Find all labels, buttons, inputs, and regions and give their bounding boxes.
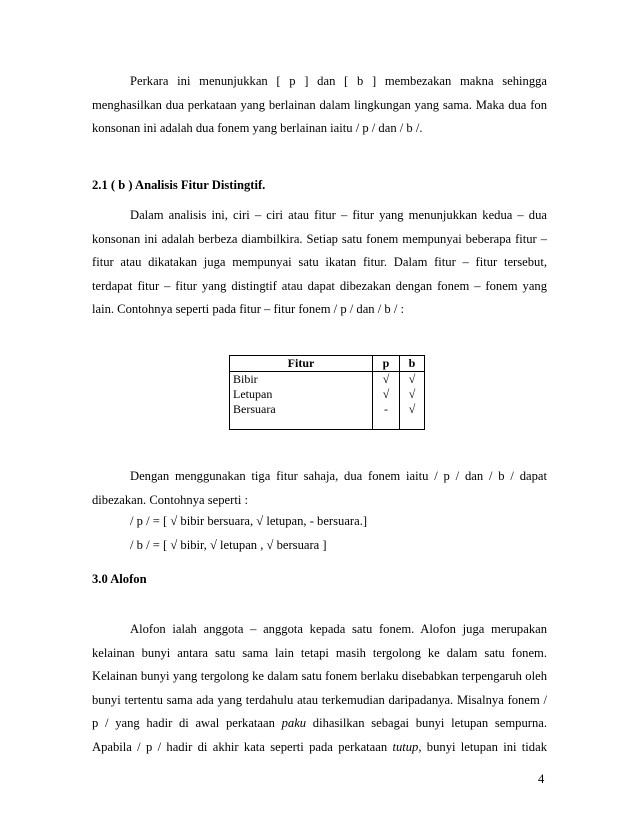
paragraph-line: [92, 736, 547, 760]
paragraph-line: terdapat fitur – fitur yang distingtif atau dapat dibezakan dengan fonem – fonem yang: [92, 278, 547, 293]
paragraph-tiga-fitur: [92, 465, 547, 512]
table-cell: -: [373, 402, 400, 430]
table-header-p: p: [373, 356, 400, 372]
page-number: 4: [538, 772, 545, 786]
paragraph-line: [92, 712, 547, 736]
table-header-b: b: [400, 356, 425, 372]
table-cell: √: [408, 372, 416, 386]
line-text: Apabila / p / hadir di akhir kata seperti pada perkataan: [92, 739, 393, 754]
italic-word-tutup: tutup: [392, 739, 419, 754]
line-text: p / yang hadir di awal perkataan: [92, 716, 282, 730]
table-cell: √: [408, 387, 416, 401]
paragraph-line: Perkara ini menunjukkan [ p ] dan [ b ] membezakan makna sehingga: [130, 74, 547, 88]
table-cell: Letupan: [230, 387, 373, 402]
paragraph-line: fitur atau dikatakan juga mempunyai satu ikatan fitur. Dalam fitur – fitur tersebut,: [92, 255, 547, 269]
table-cell: Bersuara: [230, 402, 373, 430]
paragraph-line: menghasilkan dua perkataan yang berlainan dalam lingkungan yang sama. Maka dua fon: [92, 97, 547, 112]
paragraph-alofon: [92, 618, 547, 759]
table-cell: √: [373, 387, 400, 402]
line-text: dihasilkan sebagai bunyi letupan sempurna.: [306, 716, 547, 730]
formula-p: / p / = [ √ bibir bersuara, √ letupan, - bersuara.]: [130, 514, 368, 528]
table-row: [230, 387, 425, 402]
table-cell: √: [373, 372, 400, 388]
paragraph-line: kelainan bunyi antara satu sama lain tetapi masih tergolong ke dalam satu fonem.: [92, 645, 547, 660]
table-header-fitur: Fitur: [230, 356, 373, 372]
italic-word-paku: paku: [281, 716, 307, 730]
paragraph-line: Kelainan bunyi yang tergolong ke dalam satu fonem berlaku disebabkan terpengaruh oleh: [92, 669, 547, 683]
line-text: , bunyi letupan ini tidak: [418, 739, 547, 754]
paragraph-line: Dengan menggunakan tiga fitur sahaja, dua fonem iaitu / p / dan / b / dapat: [130, 469, 547, 483]
section-heading-alofon: 3.0 Alofon: [92, 572, 147, 586]
paragraph-analisis: [92, 204, 547, 322]
paragraph-line: konsonan ini adalah berbeza diambilkira. Setiap satu fonem mempunyai beberapa fitur –: [92, 231, 547, 246]
paragraph-line: Dalam analisis ini, ciri – ciri atau fitur – fitur yang menunjukkan kedua – dua: [130, 208, 547, 222]
table-cell: √: [408, 402, 416, 416]
table-cell: Bibir: [230, 372, 373, 388]
table-row: [230, 372, 425, 388]
formula-b: / b / = [ √ bibir, √ letupan , √ bersuara ]: [130, 538, 327, 552]
paragraph-line: dibezakan. Contohnya seperti :: [92, 492, 248, 507]
paragraph-line: Alofon ialah anggota – anggota kepada satu fonem. Alofon juga merupakan: [130, 622, 547, 636]
section-heading-analisis-fitur: 2.1 ( b ) Analisis Fitur Distingtif.: [92, 178, 266, 192]
table-row: [230, 402, 425, 430]
paragraph-line: bunyi tertentu sama ada yang terdahulu atau terkemudian daripadanya. Misalnya fonem /: [92, 692, 547, 707]
feature-table: [229, 355, 425, 430]
paragraph-line: lain. Contohnya seperti pada fitur – fitur fonem / p / dan / b / :: [92, 302, 404, 316]
table-header-row: [230, 356, 425, 372]
paragraph-line: konsonan ini adalah dua fonem yang berlainan iaitu / p / dan / b /.: [92, 121, 423, 135]
paragraph-perkara: [92, 70, 547, 141]
